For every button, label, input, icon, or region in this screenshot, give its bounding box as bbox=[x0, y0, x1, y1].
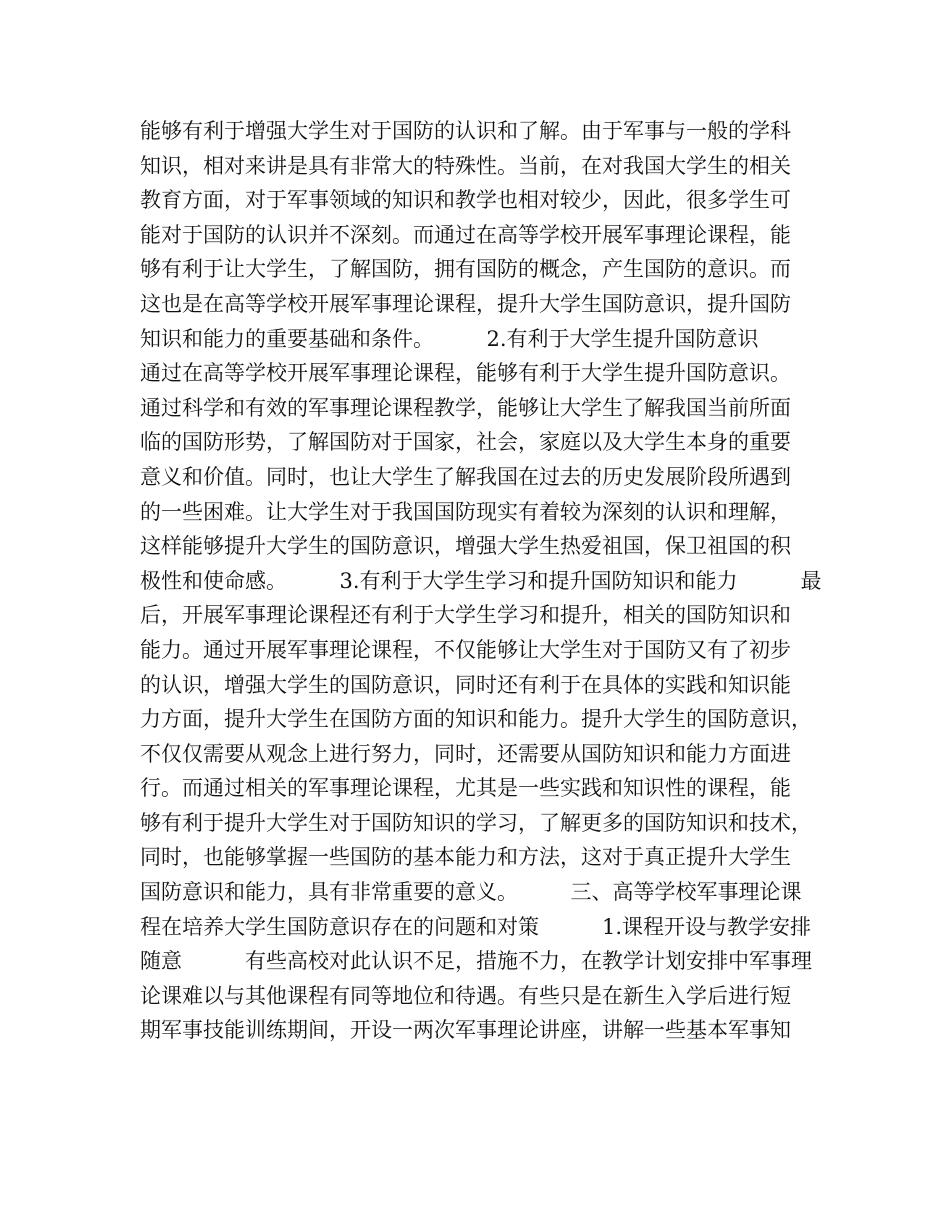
text-line: 够有利于让大学生，了解国防，拥有国防的概念，产生国防的意识。而 bbox=[140, 257, 791, 282]
text-line: 国防意识和能力，具有非常重要的意义。 三、高等学校军事理论课 bbox=[140, 880, 802, 905]
text-line: 后，开展军事理论课程还有利于大学生学习和提升，相关的国防知识和 bbox=[140, 603, 791, 628]
text-line: 极性和使命感。 3.有利于大学生学习和提升国防知识和能力 最 bbox=[140, 568, 822, 593]
text-line: 的认识，增强大学生的国防意识，同时还有利于在具体的实践和知识能 bbox=[140, 672, 791, 697]
text-line: 通过科学和有效的军事理论课程教学，能够让大学生了解我国当前所面 bbox=[140, 395, 791, 420]
text-line: 临的国防形势，了解国防对于国家，社会，家庭以及大学生本身的重要 bbox=[140, 430, 791, 455]
text-line: 知识，相对来讲是具有非常大的特殊性。当前，在对我国大学生的相关 bbox=[140, 153, 791, 178]
text-line: 行。而通过相关的军事理论课程，尤其是一些实践和知识性的课程，能 bbox=[140, 776, 791, 801]
text-line: 不仅仅需要从观念上进行努力，同时，还需要从国防知识和能力方面进 bbox=[140, 741, 791, 766]
text-line: 知识和能力的重要基础和条件。 2.有利于大学生提升国防意识 bbox=[140, 326, 759, 351]
text-line: 这也是在高等学校开展军事理论课程，提升大学生国防意识，提升国防 bbox=[140, 291, 791, 316]
text-line: 力方面，提升大学生在国防方面的知识和能力。提升大学生的国防意识， bbox=[140, 707, 812, 732]
text-line: 随意 有些高校对此认识不足，措施不力，在教学计划安排中军事理 bbox=[140, 949, 812, 974]
text-line: 期军事技能训练期间，开设一两次军事理论讲座，讲解一些基本军事知 bbox=[140, 1018, 791, 1043]
text-line: 论课难以与其他课程有同等地位和待遇。有些只是在新生入学后进行短 bbox=[140, 983, 791, 1008]
text-line: 能够有利于增强大学生对于国防的认识和了解。由于军事与一般的学科 bbox=[140, 119, 791, 143]
text-line: 通过在高等学校开展军事理论课程，能够有利于大学生提升国防意识。 bbox=[140, 361, 791, 386]
body-text bbox=[140, 114, 830, 1048]
text-line: 教育方面，对于军事领域的知识和教学也相对较少，因此，很多学生可 bbox=[140, 188, 791, 213]
text-line: 同时，也能够掌握一些国防的基本能力和方法，这对于真正提升大学生 bbox=[140, 845, 791, 870]
text-line: 能力。通过开展军事理论课程，不仅能够让大学生对于国防又有了初步 bbox=[140, 637, 791, 662]
text-line: 意义和价值。同时，也让大学生了解我国在过去的历史发展阶段所遇到 bbox=[140, 464, 791, 489]
text-line: 程在培养大学生国防意识存在的问题和对策 1.课程开设与教学安排 bbox=[140, 914, 812, 939]
text-line: 这样能够提升大学生的国防意识，增强大学生热爱祖国，保卫祖国的积 bbox=[140, 534, 791, 559]
text-line: 够有利于提升大学生对于国防知识的学习，了解更多的国防知识和技术， bbox=[140, 810, 812, 835]
text-line: 能对于国防的认识并不深刻。而通过在高等学校开展军事理论课程，能 bbox=[140, 222, 791, 247]
text-line: 的一些困难。让大学生对于我国国防现实有着较为深刻的认识和理解， bbox=[140, 499, 791, 524]
